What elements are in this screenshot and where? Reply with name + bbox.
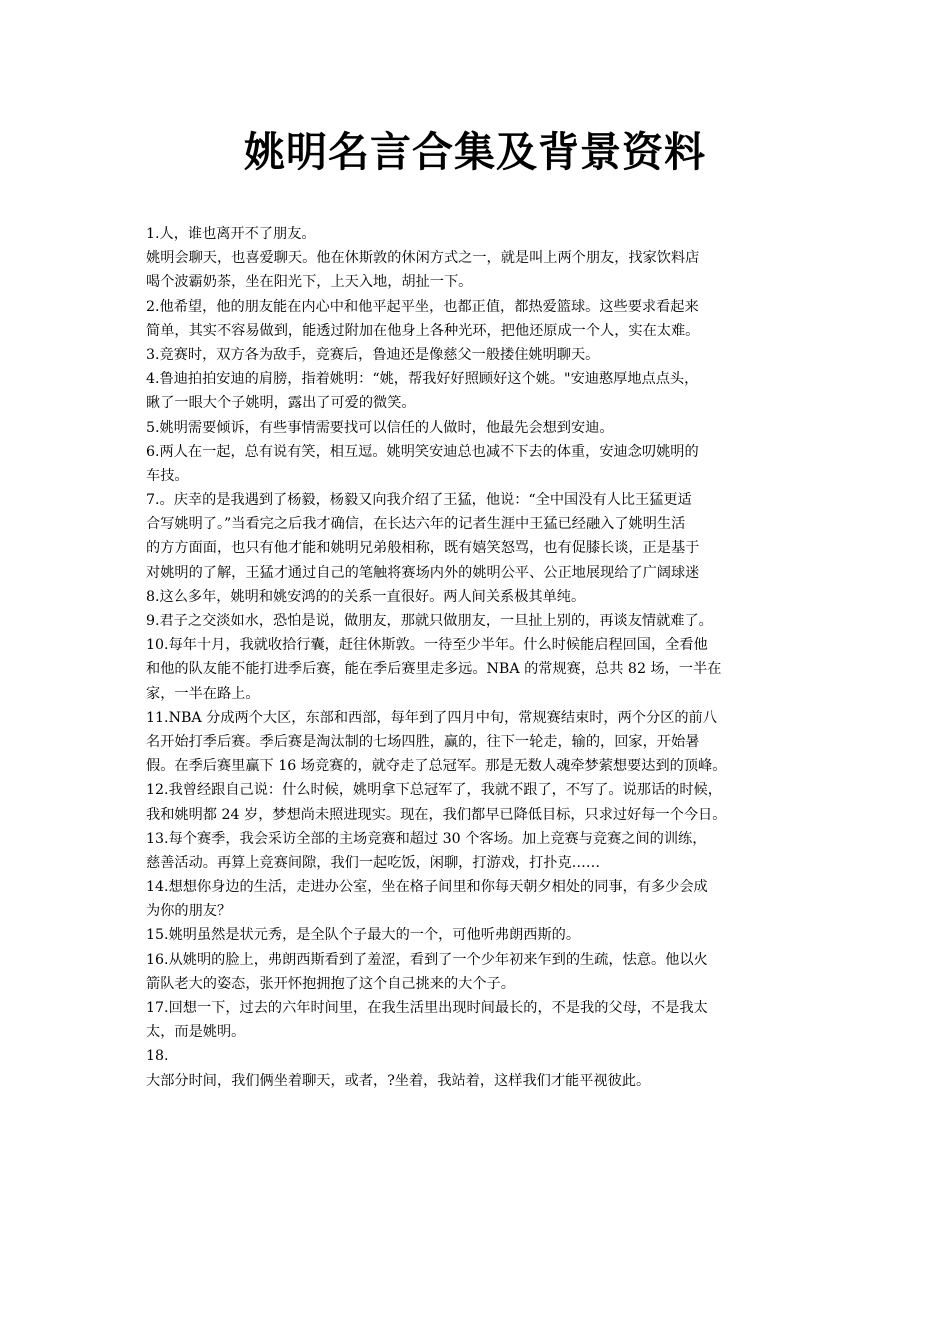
text-line: 和他的队友能不能打进季后赛，能在季后赛里走多远。NBA 的常规赛，总共 82 场，一半在	[146, 661, 722, 678]
text-line: 假。在季后赛里赢下 16 场竞赛的，就夺走了总冠军。那是无数人魂牵梦萦想要达到的顶峰。	[146, 758, 727, 775]
text-line: 14.想想你身边的生活，走进办公室，坐在格子间里和你每天朝夕相处的同事，有多少会成	[146, 879, 708, 896]
text-line: 1.人，谁也离开不了朋友。	[146, 226, 316, 242]
text-line: 5.姚明需要倾诉，有些事情需要找可以信任的人做时，他最先会想到安迪。	[146, 419, 614, 436]
text-line: 2.他希望，他的朋友能在内心中和他平起平坐，也都正值，都热爱篮球。这些要求看起来	[146, 298, 699, 315]
text-line: 9.君子之交淡如水，恐怕是说，做朋友，那就只做朋友，一旦扯上别的，再谈友情就难了。	[146, 613, 713, 629]
text-line: 4.鲁迪拍拍安迪的肩膀，指着姚明：“姚，帮我好好照顾好这个姚。"安迪憨厚地点点头，	[146, 371, 699, 388]
text-line: 大部分时间，我们俩坐着聊天，或者，?坐着，我站着，这样我们才能平视彼此。	[146, 1072, 651, 1089]
text-line: 对姚明的了解，王猛才通过自己的笔触将赛场内外的姚明公平、公正地展现给了广阔球迷	[146, 564, 700, 581]
text-line: 11.NBA 分成两个大区，东部和西部，每年到了四月中旬，常规赛结束时，两个分区的前八	[146, 709, 717, 726]
text-line: 12.我曾经跟自己说：什么时候，姚明拿下总冠军了，我就不跟了，不写了。说那话的时候，	[146, 782, 722, 799]
text-line: 慈善活动。再算上竞赛间隙，我们一起吃饭，闲聊，打游戏，打扑克……	[146, 854, 601, 871]
text-line: 8.这么多年，姚明和姚安鸿的的关系一直很好。两人间关系极其单纯。	[146, 588, 586, 605]
text-line: 瞅了一眼大个子姚明，露出了可爱的微笑。	[146, 395, 416, 412]
text-line: 7.。庆幸的是我遇到了杨毅，杨毅又向我介绍了王猛，他说：“全中国没有人比王猛更适	[146, 492, 692, 509]
text-line: 6.两人在一起，总有说有笑，相互逗。姚明笑安迪总也减不下去的体重，安迪念叨姚明的	[146, 443, 699, 460]
text-line: 箭队老大的姿态，张开怀抱拥抱了这个自己挑来的大个子。	[146, 975, 515, 992]
text-line: 15.姚明虽然是状元秀，是全队个子最大的一个，可他听弗朗西斯的。	[146, 927, 581, 944]
text-line: 13.每个赛季，我会采访全部的主场竞赛和超过 30 个客场。加上竞赛与竞赛之间的训练，	[146, 830, 707, 847]
text-line: 我和姚明都 24 岁，梦想尚未照进现实。现在，我们都早已降低目标，只求过好每一个今日。	[146, 806, 727, 823]
document-title: 姚明名言合集及背景资料	[244, 128, 706, 176]
text-line: 10.每年十月，我就收拾行囊，赶往休斯敦。一待至少半年。什么时候能启程回国，全看他	[146, 637, 708, 654]
text-line: 车技。	[146, 467, 189, 484]
text-line: 17.回想一下，过去的六年时间里，在我生活里出现时间最长的，不是我的父母，不是我太	[146, 1000, 708, 1016]
document-body	[146, 222, 826, 1093]
text-line: 太，而是姚明。	[146, 1024, 246, 1041]
text-line: 喝个波霸奶茶，坐在阳光下，上天入地，胡扯一下。	[146, 274, 473, 291]
text-line: 名开始打季后赛。季后赛是淘汰制的七场四胜，赢的，往下一轮走，输的，回家，开始暑	[146, 733, 700, 750]
text-line: 3.竞赛时，双方各为敌手，竞赛后，鲁迪还是像慈父一般搂住姚明聊天。	[146, 346, 600, 363]
text-line: 合写姚明了。”当看完之后我才确信，在长达六年的记者生涯中王猛已经融入了姚明生活	[146, 516, 686, 533]
text-line: 18.	[146, 1048, 169, 1065]
text-line: 16.从姚明的脸上，弗朗西斯看到了羞涩，看到了一个少年初来乍到的生疏，怯意。他以火	[146, 951, 708, 968]
text-line: 简单，其实不容易做到，能透过附加在他身上各种光环，把他还原成一个人，实在太难。	[146, 322, 700, 339]
text-line: 的方方面面，也只有他才能和姚明兄弟般相称，既有嬉笑怒骂，也有促膝长谈，正是基于	[146, 540, 700, 557]
text-line: 姚明会聊天，也喜爱聊天。他在休斯敦的休闲方式之一，就是叫上两个朋友，找家饮料店	[146, 250, 700, 267]
text-line: 家，一半在路上。	[146, 685, 260, 702]
text-line: 为你的朋友？	[146, 903, 232, 920]
